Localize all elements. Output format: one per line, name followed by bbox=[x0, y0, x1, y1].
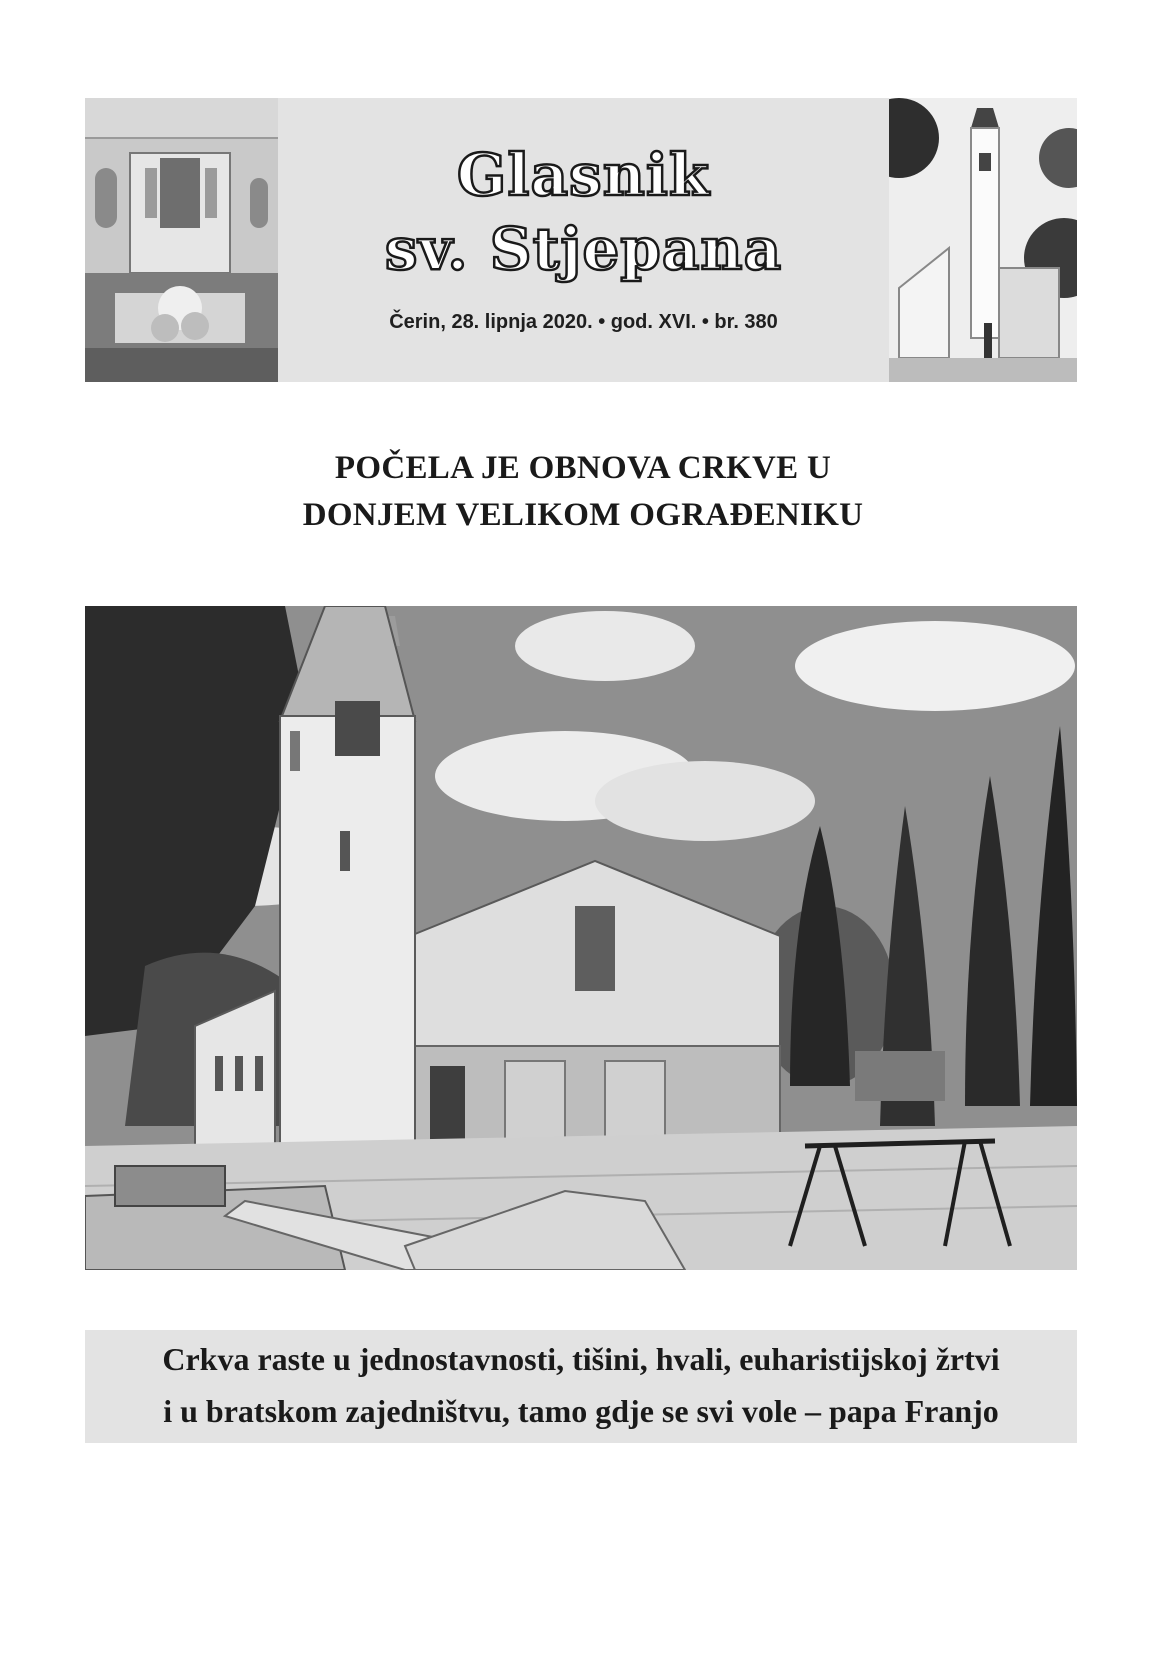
quote-line2: i u bratskom zajedništvu, tamo gdje se svi vole – papa Franjo bbox=[163, 1393, 999, 1429]
pope-francis-quote bbox=[85, 1330, 1077, 1443]
article-headline bbox=[0, 445, 1166, 539]
publication-title-line1: Glasnik bbox=[456, 141, 711, 209]
church-exterior-photo bbox=[889, 98, 1077, 382]
headline-line1: POČELA JE OBNOVA CRKVE U bbox=[334, 450, 832, 486]
church-renovation-photo bbox=[85, 606, 1077, 1270]
headline-line2: DONJEM VELIKOM OGRAĐENIKU bbox=[302, 497, 864, 533]
publication-title-line2: sv. Stjepana bbox=[384, 215, 783, 283]
masthead-title-block bbox=[278, 98, 889, 382]
issue-info: Čerin, 28. lipnja 2020. • god. XVI. • br. 380 bbox=[389, 311, 778, 333]
masthead bbox=[85, 98, 1077, 382]
church-interior-photo bbox=[85, 98, 278, 382]
quote-line1: Crkva raste u jednostavnosti, tišini, hvali, euharistijskoj žrtvi bbox=[162, 1341, 1000, 1377]
